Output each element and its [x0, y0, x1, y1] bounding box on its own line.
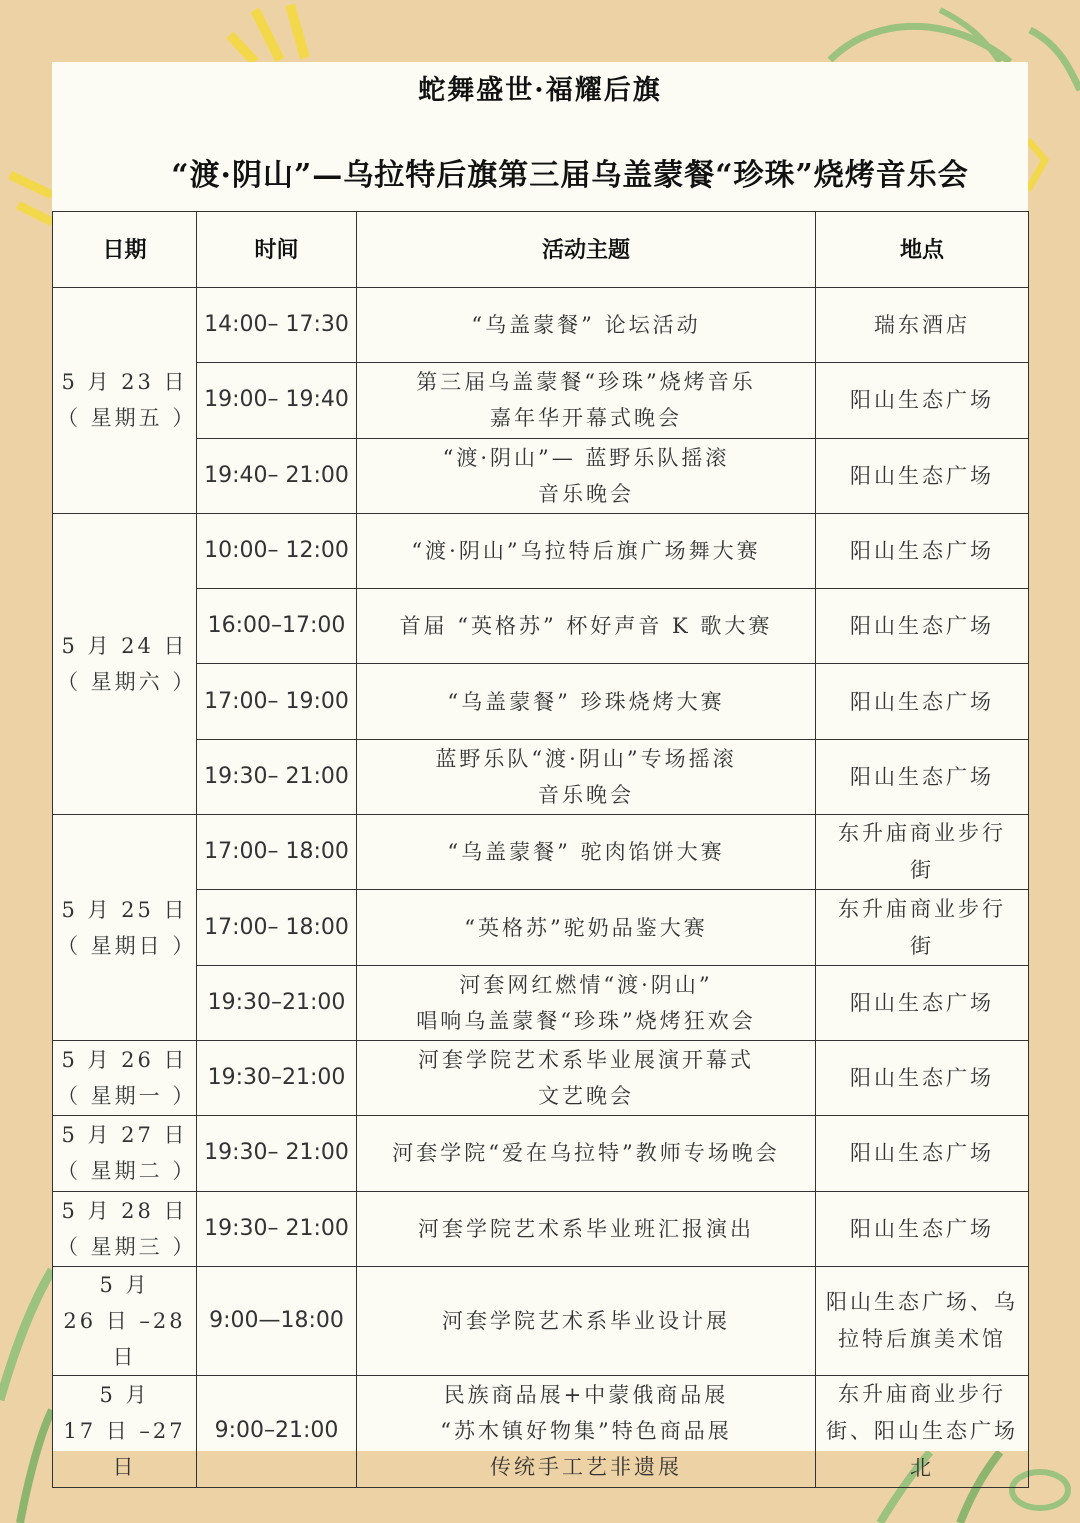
date-line: （ 星期五 ） — [57, 406, 197, 431]
date-line: （ 星期日 ） — [57, 933, 197, 958]
place-line: 阳山生态广场 — [850, 463, 994, 488]
date-cell — [53, 815, 197, 1041]
place-line: 阳山生态广场 — [850, 388, 994, 413]
place-cell — [816, 1375, 1029, 1487]
theme-line: 河套学院艺术系毕业班汇报演出 — [418, 1216, 754, 1241]
place-cell — [816, 739, 1029, 814]
place-cell — [816, 438, 1029, 513]
theme-cell — [357, 589, 816, 664]
table-row — [53, 1116, 1029, 1191]
table-row — [53, 664, 1029, 739]
time-cell: 19:30–21:00 — [197, 1040, 357, 1115]
place-cell — [816, 664, 1029, 739]
place-cell — [816, 513, 1029, 588]
date-line: 5 月 24 日 — [61, 633, 188, 658]
place-cell — [816, 589, 1029, 664]
place-line: 街 — [910, 858, 934, 883]
place-line: 街、阳山生态广场 — [826, 1418, 1018, 1443]
theme-cell — [357, 288, 816, 363]
table-header-row — [53, 212, 1029, 288]
theme-line: 传统手工艺非遗展 — [490, 1455, 682, 1480]
table-row — [53, 288, 1029, 363]
table-row — [53, 589, 1029, 664]
column-header-time: 时间 — [197, 212, 357, 288]
table-row — [53, 1191, 1029, 1266]
time-cell: 19:30–21:00 — [197, 965, 357, 1040]
place-cell — [816, 363, 1029, 438]
theme-cell — [357, 1116, 816, 1191]
table-row — [53, 965, 1029, 1040]
table-row — [53, 1266, 1029, 1375]
time-cell: 19:30– 21:00 — [197, 1191, 357, 1266]
theme-cell — [357, 739, 816, 814]
place-line: 东升庙商业步行 — [838, 896, 1006, 921]
theme-line: 音乐晚会 — [538, 782, 634, 807]
time-cell: 17:00– 18:00 — [197, 815, 357, 890]
place-line: 阳山生态广场、乌 — [826, 1289, 1018, 1314]
place-cell — [816, 1191, 1029, 1266]
place-cell — [816, 288, 1029, 363]
time-cell: 19:30– 21:00 — [197, 1116, 357, 1191]
place-cell — [816, 965, 1029, 1040]
theme-cell — [357, 438, 816, 513]
place-line: 东升庙商业步行 — [838, 1381, 1006, 1406]
table-row — [53, 1375, 1029, 1487]
theme-line: 河套网红燃情“渡·阴山” — [459, 972, 713, 997]
table-row — [53, 739, 1029, 814]
place-cell — [816, 1116, 1029, 1191]
theme-line: “乌盖蒙餐” 驼肉馅饼大赛 — [447, 840, 725, 865]
schedule-table — [52, 211, 1029, 1488]
theme-line: “乌盖蒙餐” 论坛活动 — [471, 313, 701, 338]
date-cell — [53, 1375, 197, 1487]
date-line: 5 月 — [99, 1383, 150, 1408]
date-cell — [53, 288, 197, 514]
date-line: 5 月 26 日 — [61, 1048, 188, 1073]
theme-cell — [357, 1191, 816, 1266]
theme-cell — [357, 1266, 816, 1375]
theme-cell — [357, 890, 816, 965]
date-line: 17 日 –27 日 — [63, 1419, 186, 1480]
time-cell: 19:00– 19:40 — [197, 363, 357, 438]
theme-line: 河套学院艺术系毕业设计展 — [442, 1308, 730, 1333]
theme-line: 第三届乌盖蒙餐“珍珠”烧烤音乐 — [416, 370, 756, 395]
column-header-place: 地点 — [816, 212, 1029, 288]
theme-line: “乌盖蒙餐” 珍珠烧烤大赛 — [447, 689, 725, 714]
time-cell: 19:30– 21:00 — [197, 739, 357, 814]
place-line: 阳山生态广场 — [850, 1141, 994, 1166]
place-line: 瑞东酒店 — [874, 313, 970, 338]
date-line: （ 星期二 ） — [57, 1159, 197, 1184]
theme-line: 首届 “英格苏” 杯好声音 K 歌大赛 — [399, 614, 773, 639]
date-line: 5 月 28 日 — [61, 1198, 188, 1223]
theme-cell — [357, 1040, 816, 1115]
place-line: 东升庙商业步行 — [838, 821, 1006, 846]
date-cell — [53, 1116, 197, 1191]
date-line: （ 星期三 ） — [57, 1234, 197, 1259]
date-line: 5 月 27 日 — [61, 1123, 188, 1148]
time-cell: 16:00–17:00 — [197, 589, 357, 664]
time-cell: 14:00– 17:30 — [197, 288, 357, 363]
place-cell — [816, 1040, 1029, 1115]
place-cell — [816, 815, 1029, 890]
theme-cell — [357, 513, 816, 588]
place-line: 阳山生态广场 — [850, 689, 994, 714]
date-line: （ 星期六 ） — [57, 669, 197, 694]
time-cell: 9:00–21:00 — [197, 1375, 357, 1487]
theme-cell — [357, 815, 816, 890]
theme-line: 嘉年华开幕式晚会 — [490, 406, 682, 431]
place-line: 阳山生态广场 — [850, 1216, 994, 1241]
column-header-theme: 活动主题 — [357, 212, 816, 288]
place-line: 阳山生态广场 — [850, 539, 994, 564]
schedule-body — [53, 288, 1029, 1488]
table-row — [53, 890, 1029, 965]
date-line: （ 星期一 ） — [57, 1084, 197, 1109]
theme-line: 民族商品展+中蒙俄商品展 — [443, 1383, 729, 1408]
table-row — [53, 513, 1029, 588]
place-line: 阳山生态广场 — [850, 764, 994, 789]
place-line: 北 — [910, 1455, 934, 1480]
date-cell — [53, 513, 197, 814]
theme-line: 河套学院“爱在乌拉特”教师专场晚会 — [392, 1141, 780, 1166]
time-cell: 19:40– 21:00 — [197, 438, 357, 513]
place-cell — [816, 1266, 1029, 1375]
date-line: 5 月 23 日 — [61, 370, 188, 395]
theme-line: 唱响乌盖蒙餐“珍珠”烧烤狂欢会 — [416, 1008, 756, 1033]
theme-cell — [357, 664, 816, 739]
date-cell — [53, 1266, 197, 1375]
place-line: 拉特后旗美术馆 — [838, 1326, 1006, 1351]
table-row — [53, 1040, 1029, 1115]
theme-line: “渡·阴山”乌拉特后旗广场舞大赛 — [411, 539, 761, 564]
time-cell: 9:00—18:00 — [197, 1266, 357, 1375]
theme-line: “渡·阴山”— 蓝野乐队摇滚 — [442, 445, 730, 470]
table-row — [53, 438, 1029, 513]
time-cell: 17:00– 19:00 — [197, 664, 357, 739]
time-cell: 10:00– 12:00 — [197, 513, 357, 588]
column-header-date: 日期 — [53, 212, 197, 288]
date-line: 26 日 –28 日 — [63, 1308, 186, 1369]
theme-line: 蓝野乐队“渡·阴山”专场摇滚 — [435, 746, 737, 771]
table-row — [53, 363, 1029, 438]
place-line: 阳山生态广场 — [850, 990, 994, 1015]
place-line: 阳山生态广场 — [850, 1066, 994, 1091]
theme-line: 文艺晚会 — [538, 1084, 634, 1109]
place-line: 街 — [910, 933, 934, 958]
date-cell — [53, 1191, 197, 1266]
date-line: 5 月 — [99, 1272, 150, 1297]
theme-cell — [357, 363, 816, 438]
theme-line: “苏木镇好物集”特色商品展 — [440, 1419, 732, 1444]
place-line: 阳山生态广场 — [850, 614, 994, 639]
theme-line: “英格苏”驼奶品鉴大赛 — [464, 915, 708, 940]
time-cell: 17:00– 18:00 — [197, 890, 357, 965]
date-line: 5 月 25 日 — [61, 897, 188, 922]
theme-line: 音乐晚会 — [538, 481, 634, 506]
date-cell — [53, 1040, 197, 1115]
page-title: 蛇舞盛世·福耀后旗 — [418, 75, 662, 106]
page-subtitle: “渡·阴山”—乌拉特后旗第三届乌盖蒙餐“珍珠”烧烤音乐会 — [171, 158, 969, 193]
theme-cell — [357, 1375, 816, 1487]
theme-line: 河套学院艺术系毕业展演开幕式 — [418, 1048, 754, 1073]
theme-cell — [357, 965, 816, 1040]
table-row — [53, 815, 1029, 890]
place-cell — [816, 890, 1029, 965]
